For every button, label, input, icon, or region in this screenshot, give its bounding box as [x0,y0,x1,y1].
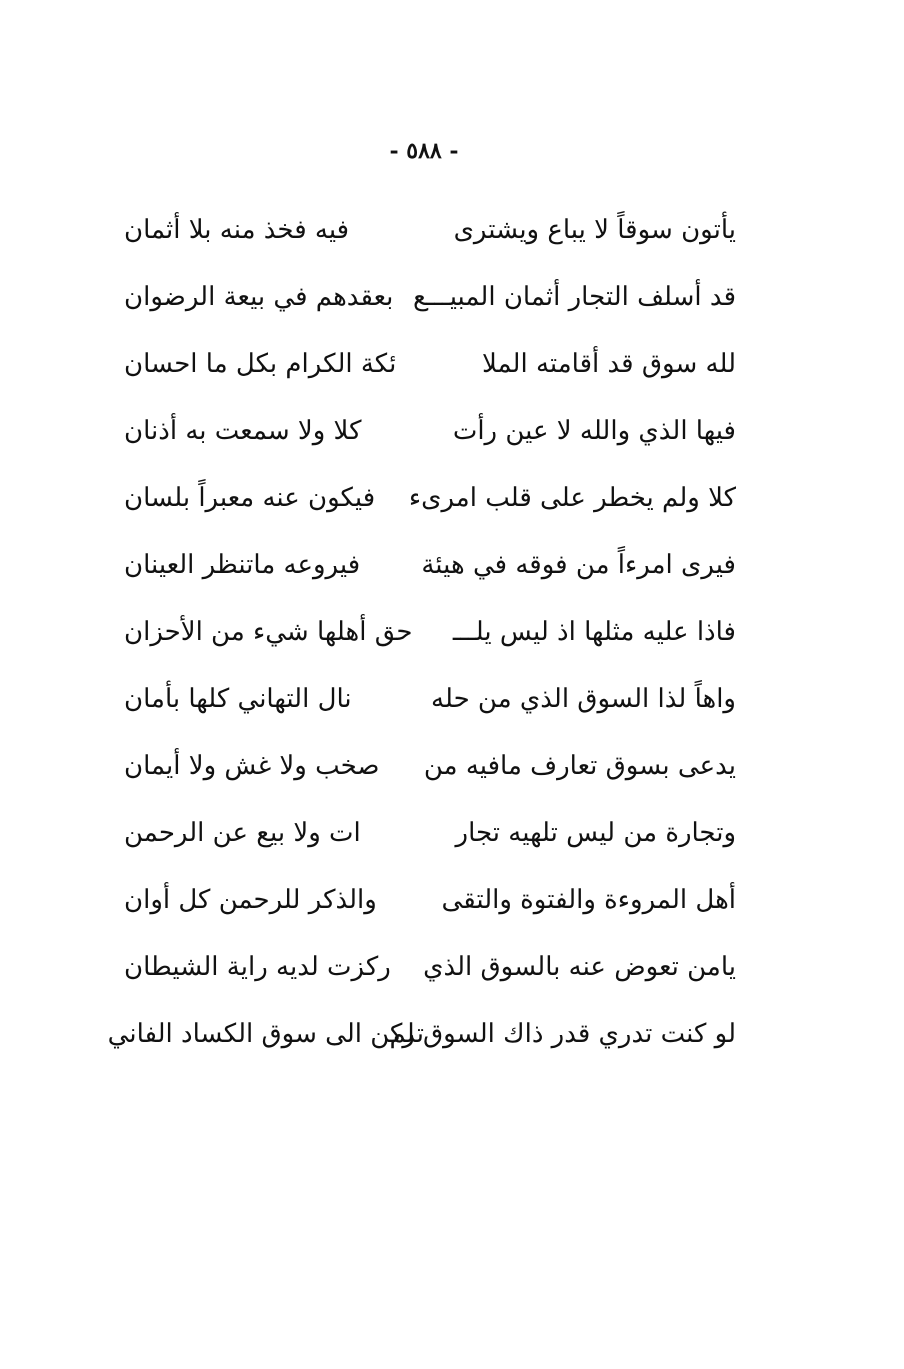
verse-line [124,665,736,732]
verse-line [107,1000,736,1067]
first-hemistich: وتجارة من ليس تلهيه تجار [455,817,736,848]
first-hemistich: فاذا عليه مثلها اذ ليس يلـــ [452,616,736,647]
second-hemistich: فيكون عنه معبراً بلسان [124,482,376,513]
first-hemistich: واهاً لذا السوق الذي من حله [431,683,736,714]
second-hemistich: والذكر للرحمن كل أوان [124,884,377,915]
page-number: - ٥٨٨ - [389,138,459,164]
verse-line [124,799,736,866]
first-hemistich: لله سوق قد أقامته الملا [482,348,736,379]
second-hemistich: ات ولا بيع عن الرحمن [124,817,361,848]
second-hemistich: فيروعه ماتنظر العينان [124,549,361,580]
second-hemistich: نال التهاني كلها بأمان [124,683,352,714]
verse-line [124,196,736,263]
verse-line [124,397,736,464]
poem [107,196,736,1067]
verse-line [124,933,736,1000]
verse-line [124,531,736,598]
verse-line [124,464,736,531]
verse-line [124,330,736,397]
verse-line [124,732,736,799]
second-hemistich: بعقدهم في بيعة الرضوان [124,281,394,312]
second-hemistich: حق أهلها شيء من الأحزان [124,616,413,647]
first-hemistich: يامن تعوض عنه بالسوق الذي [423,951,736,982]
second-hemistich: تركن الى سوق الكساد الفاني [107,1018,424,1049]
first-hemistich: فيرى امرءاً من فوقه في هيئة [421,549,736,580]
verse-line [124,598,736,665]
second-hemistich: ئكة الكرام بكل ما احسان [124,348,397,379]
first-hemistich: لو كنت تدري قدر ذاك السوق لم [389,1018,736,1049]
second-hemistich: كلا ولا سمعت به أذنان [124,415,362,446]
verse-line [124,866,736,933]
first-hemistich: يدعى بسوق تعارف مافيه من [423,750,736,781]
first-hemistich: قد أسلف التجار أثمان المبيـــع [413,281,736,312]
first-hemistich: أهل المروءة والفتوة والتقى [441,884,736,915]
first-hemistich: كلا ولم يخطر على قلب امرىء [408,482,736,513]
second-hemistich: ركزت لديه راية الشيطان [124,951,391,982]
first-hemistich: يأتون سوقاً لا يباع ويشترى [453,214,736,245]
first-hemistich: فيها الذي والله لا عين رأت [452,415,736,446]
verse-line [124,263,736,330]
second-hemistich: صخب ولا غش ولا أيمان [124,750,380,781]
second-hemistich: فيه فخذ منه بلا أثمان [124,214,350,245]
